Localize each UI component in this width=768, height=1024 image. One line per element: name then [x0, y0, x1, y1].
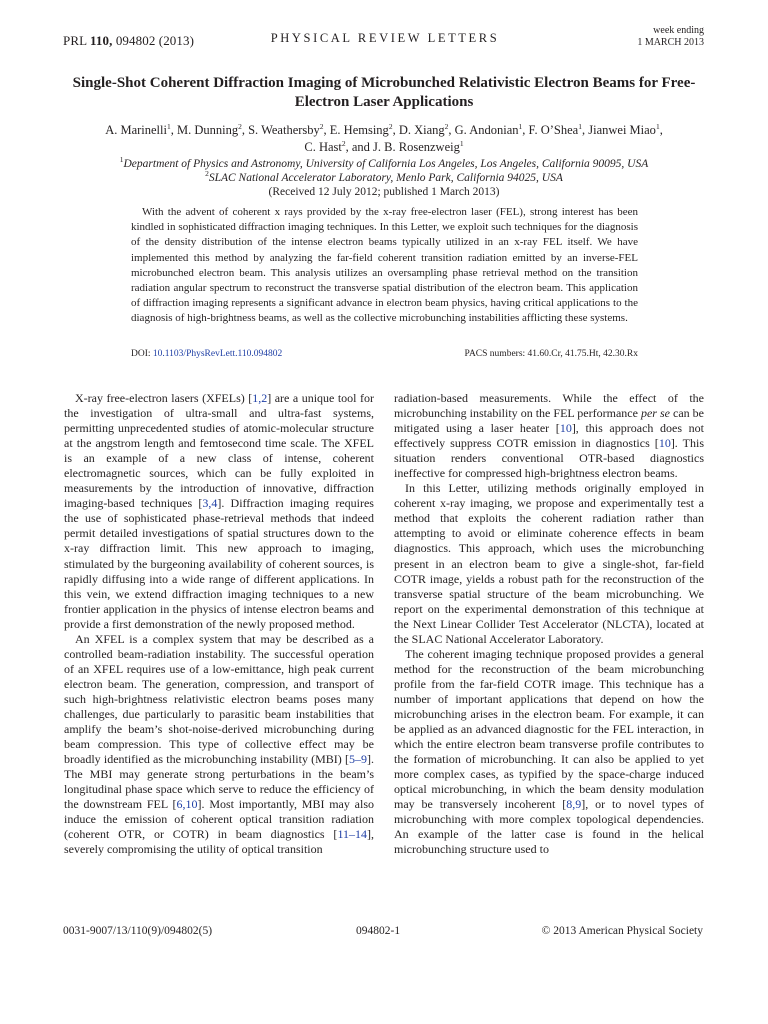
author: E. Hemsing [329, 123, 389, 137]
citation-link[interactable]: 5–9 [349, 752, 367, 767]
affiliation-marker: 2 [319, 122, 324, 131]
citation-link[interactable]: 1,2 [252, 391, 268, 405]
pacs-numbers: PACS numbers: 41.60.Cr, 41.75.Ht, 42.30.Rx [464, 349, 638, 359]
citation-link[interactable]: 10 [559, 421, 572, 436]
affiliation-marker: 2 [444, 122, 449, 131]
author: M. Dunning [176, 123, 239, 137]
right-column [394, 391, 704, 857]
doi: DOI: 10.1103/PhysRevLett.110.094802 [131, 349, 283, 359]
affiliation-marker: 1 [518, 122, 523, 131]
citation-link[interactable]: 3,4 [202, 496, 218, 511]
issn-code: 0031-9007/13/110(9)/094802(5) [63, 925, 213, 937]
author-list: A. Marinelli$^1$, M. Dunning$^2$, S. Weathersby$^2$, E. Hemsing$^2$, D. Xiang$^2$, G. Andonian$^1$, F. O’Shea$^1$, Jianwei Miao$^1$, C. Hast$^2$, and J. B. Rosenzweig$^1$ [105, 122, 663, 154]
author: C. Hast [304, 140, 342, 154]
author: S. Weathersby [248, 123, 320, 137]
citation-link[interactable]: 8,9 [566, 797, 582, 812]
abstract: With the advent of coherent x rays provided by the x-ray free-electron laser (FEL), strong interest has been kindled in sophisticated diffraction imaging techniques. In this Letter, we exploit such techniques for the diagnosis of the density distribution of the intense electron beams typically utilized in an x-ray FEL itself. We have implemented this method by analyzing the far-field coherent transition radiation emitted by an inverse-FEL microbunched electron beam. This analysis utilizes an oversampling phase retrieval method on the transition radiation angular spectrum to reconstruct the transverse spatial distribution of the electron beam. This application of diffraction imaging represents a significant advance in electron beam physics, having critical applications to the diagnosis of high-brightness beams, as well as the collective microbunching instabilities afflicting these systems. [131, 206, 638, 325]
author: Jianwei Miao [588, 123, 656, 137]
affiliation-marker: 1 [459, 139, 464, 148]
journal-name: PHYSICAL REVIEW LETTERS [270, 31, 500, 45]
affiliation-2: $^2$SLAC National Accelerator Laboratory, Menlo Park, California 94025, USA [205, 169, 563, 184]
citation-link[interactable]: 10 [658, 436, 671, 451]
author: G. Andonian [454, 123, 519, 137]
paragraph: The coherent imaging technique proposed provides a general method for the reconstruction of the beam microbunching profile from the far-field COTR image. This technique has a number of important applications that depend on how the microbunching arises in the electron beam. For example, it can be applied as an advanced diagnostic for the FEL interaction, in which the entire electron beam transverse profile contributes to the formation of microbunching. It can also be applied to yet more complex cases, as typified by the space-charge induced optical microbunching, in which the beam density modulation may be transversely incoherent [8,9], or to novel types of microbunching with more complex topological dependencies. An example of the latter case is found in the helical microbunching structure used to [394, 646, 705, 857]
affiliation-marker: 2 [238, 122, 242, 131]
affiliation-marker: 2 [388, 122, 393, 131]
author: and J. B. Rosenzweig [351, 140, 460, 154]
doi-link[interactable]: 10.1103/PhysRevLett.110.094802 [152, 349, 283, 359]
citation-link[interactable]: 11–14 [337, 827, 367, 842]
article-title: Single-Shot Coherent Diffraction Imaging of Microbunched Relativistic Electron Beams for Free-Electron Laser Applications [72, 75, 696, 110]
affiliation-marker: 1 [655, 122, 660, 131]
affiliation-1: $^1$Department of Physics and Astronomy, University of California Los Angeles, Los Angeles, California 90095, USA [119, 155, 649, 170]
paragraph: X-ray free-electron lasers (XFELs) [1,2] are a unique tool for the investigation of ultra-small and ultra-fast systems, permitting unprecedented studies of atomic-molecular structure at the angstrom length and femtosecond time scale. The XFEL is an example of a new class of intense, coherent electromagnetic sources, which can be fully exploited in measurements by the introduction of innovative, diffraction imaging-based techniques [3,4]. Diffraction imaging requires the use of sophisticated phase-retrieval methods that indeed permit detailed investigations of spatial structures down to the x-ray diffraction limit. This new approach to imaging, stimulated by the burgeoning availability of coherent sources, is rapidly diffusing into a wide range of different applications. In this vein, we extend diffraction imaging techniques to a new frontier application in the physics of intense electron beams and provide a first demonstration of the newly proposed method. [64, 391, 374, 631]
affiliation-marker: 1 [578, 122, 582, 131]
author: F. O’Shea [528, 123, 579, 137]
volume-number: 110, [90, 33, 113, 48]
affiliation-marker: 1 [166, 122, 171, 131]
paragraph: radiation-based measurements. While the effect of the microbunching instability on the FEL performance per se can be mitigated using a laser heater [10], this approach does not effectively suppress COTR emission in diagnostics [10]. This situation renders conventional OTR-based diagnostics ineffective for compressed high-brightness electron beams. [394, 391, 705, 481]
citation-link[interactable]: 6,10 [176, 797, 198, 812]
affiliation-marker: 2 [341, 139, 346, 148]
italic-text: per se [640, 406, 670, 421]
copyright: © 2013 American Physical Society [541, 925, 703, 937]
received-date: (Received 12 July 2012; published 1 March 2013) [268, 186, 500, 198]
page-number: 094802-1 [356, 925, 401, 937]
issue-date: week ending 1 MARCH 2013 [637, 25, 704, 48]
journal-citation: PRL 110, 094802 (2013) [63, 33, 195, 48]
paragraph: An XFEL is a complex system that may be described as a controlled beam-radiation instability. The successful operation of an XFEL requires use of a low-emittance, high peak current electron beam. The generation, compression, and transport of such high-brightness relativistic electron beams poses many challenges, due particularly to parasitic beam instabilities that amplify the beam’s shot-noise-derived microbunching during beam compression. This type of collective effect may be broadly identified as the microbunching instability (MBI) [5–9]. The MBI may generate strong perturbations in the beam’s longitudinal phase space which serve to reduce the efficiency of the downstream FEL [6,10]. Most importantly, MBI may also induce the emission of coherent optical transition radiation (coherent OTR, or COTR) in beam diagnostics [11–14], severely compromising the utility of optical transition [64, 631, 374, 857]
author: D. Xiang [398, 123, 445, 137]
left-column [64, 391, 374, 857]
affiliations [60, 157, 708, 199]
doi-pacs-line [131, 349, 638, 359]
paragraph: In this Letter, utilizing methods originally employed in coherent x-ray imaging, we propose and experimentally test a method that exploits the coherent radiation rather than attempting to avoid or eliminate coherence effects in beam diagnostics. This approach, which uses the microbunching present in an electron beam to give a single-shot, far-field COTR image, yields a robust path for the reconstruction of the transverse spatial structure of the beam microbunching. We report on the experimental demonstration of this technique at the Next Linear Collider Test Accelerator (NLCTA), located at the SLAC National Accelerator Laboratory. [394, 481, 704, 646]
author: A. Marinelli [105, 123, 167, 137]
